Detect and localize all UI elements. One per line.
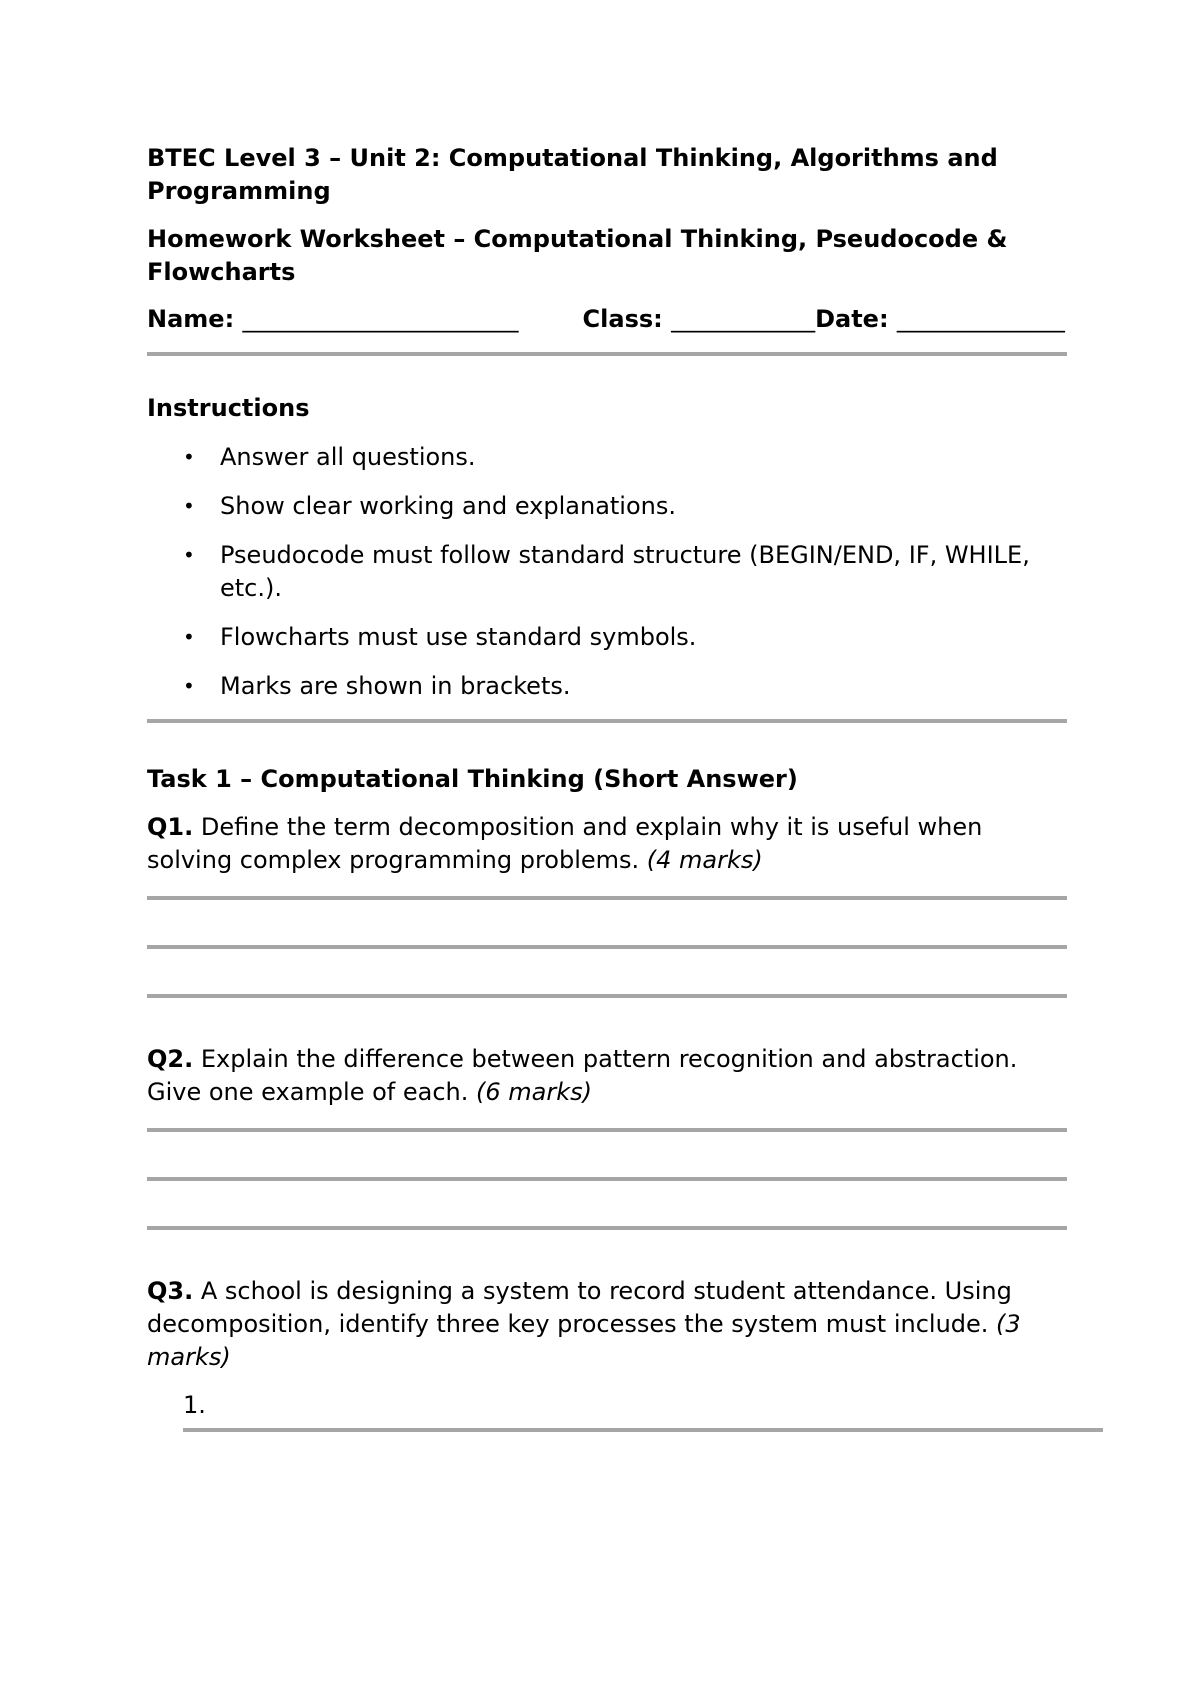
instructions-list [147,441,1067,703]
question-marks: (6 marks) [476,1078,592,1106]
date-label: Date: [815,305,889,333]
question-q1 [147,811,1067,877]
answer-area-q2[interactable] [147,1128,1067,1230]
bullet-icon: • [183,445,195,469]
answer-line[interactable] [183,1428,1103,1432]
instruction-item: • Flowcharts must use standard symbols. [147,621,1067,654]
answer-line[interactable] [147,1226,1067,1230]
class-label: Class: [582,305,663,333]
question-text: A school is designing a system to record student attendance. Using decomposition, identify three key processes the system must include. [147,1277,1012,1338]
instruction-item: • Show clear working and explanations. [147,490,1067,523]
bullet-icon: • [183,674,195,698]
answer-area-q1[interactable] [147,896,1067,998]
class-blank[interactable]: ____________ [671,305,816,333]
document-subtitle: Homework Worksheet – Computational Thinking, Pseudocode & Flowcharts [147,225,1008,286]
section-divider [147,352,1067,356]
date-blank[interactable]: ______________ [896,305,1065,333]
name-blank[interactable]: _______________________ [242,305,519,333]
instruction-item: • Pseudocode must follow standard structure (BEGIN/END, IF, WHILE, etc.). [183,541,1030,602]
name-label: Name: [147,305,235,333]
question-number: Q2. [147,1045,194,1073]
question-text: Explain the difference between pattern recognition and abstraction. Give one example of each. [147,1045,1018,1106]
question-number: Q3. [147,1277,194,1305]
answer-line[interactable] [147,1177,1067,1181]
list-number: 1. [183,1391,206,1419]
bullet-icon: • [183,543,195,567]
page-content [147,142,1067,1432]
question-number: Q1. [147,813,194,841]
answer-line[interactable] [147,994,1067,998]
numbered-answer-1[interactable] [183,1389,1103,1432]
question-marks: (3 marks) [147,1310,1021,1371]
document-title: BTEC Level 3 – Unit 2: Computational Thinking, Algorithms and Programming [147,144,998,205]
bullet-icon: • [183,494,195,518]
instruction-item: • Answer all questions. [147,441,1067,474]
question-q2 [147,1043,1067,1109]
answer-line[interactable] [147,896,1067,900]
question-q3 [147,1275,1067,1374]
student-details-row [147,303,1067,336]
section-divider [147,719,1067,723]
bullet-icon: • [183,625,195,649]
instruction-item: • Marks are shown in brackets. [147,670,1067,703]
question-text: Define the term decomposition and explain why it is useful when solving complex programming problems. [147,813,983,874]
answer-line[interactable] [147,1128,1067,1132]
answer-line[interactable] [147,945,1067,949]
instructions-heading: Instructions [147,394,310,422]
question-marks: (4 marks) [646,846,763,874]
task1-heading: Task 1 – Computational Thinking (Short Answer) [147,765,798,793]
